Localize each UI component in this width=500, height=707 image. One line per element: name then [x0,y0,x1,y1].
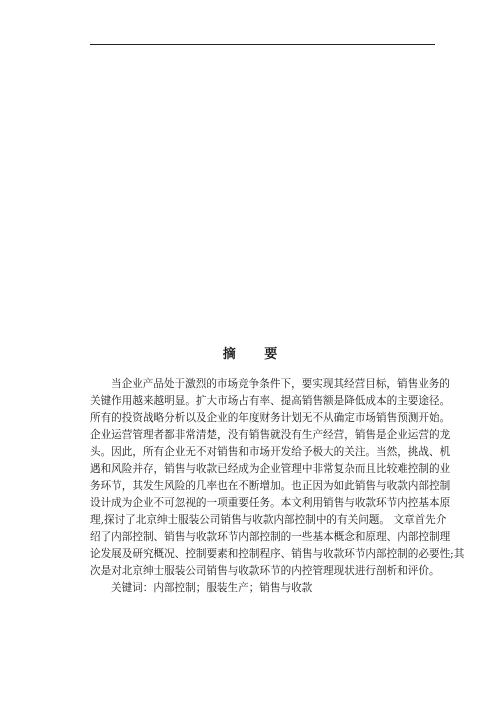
abstract-body [90,376,465,580]
header-rule [90,44,435,45]
abstract-line: 当企业产品处于激烈的市场竞争条件下，要实现其经营目标，销售业务的 [111,378,450,390]
abstract-line: 关键作用越来越明显。扩大市场占有率、提高销售额是降低成本的主要途径。 [90,395,451,407]
abstract-line: 所有的投资战略分析以及企业的年度财务计划无不从确定市场销售预测开始。 [90,412,451,424]
abstract-line: 理,探讨了北京绅士服装公司销售与收款内部控制中的有关问题。 文章首先介 [90,514,447,526]
abstract-line: 次是对北京绅士服装公司销售与收款环节的内控管理现状进行剖析和评价。 [90,565,440,577]
keywords-line: 关键词：内部控制；服装生产；销售与收款 [111,582,313,594]
abstract-line: 头。因此，所有企业无不对销售和市场开发给予极大的关注。当然，挑战、机 [90,446,451,458]
abstract-line: 设计成为企业不可忽视的一项重要任务。本文利用销售与收款环节内控基本原 [90,497,451,509]
abstract-title: 摘 要 [222,347,290,362]
abstract-line: 务环节，其发生风险的几率也在不断增加。也正因为如此销售与收款内部控制 [90,480,451,492]
abstract-line: 论发展及研究概况、控制要素和控制程序、销售与收款环节内部控制的必要性;其 [90,548,465,560]
abstract-line: 遇和风险并存，销售与收款已经成为企业管理中非常复杂而且比较难控制的业 [90,463,451,475]
abstract-line: 绍了内部控制、销售与收款环节内部控制的一些基本概念和原理、内部控制理 [90,531,451,543]
abstract-line: 企业运营管理者都非常清楚，没有销售就没有生产经营，销售是企业运营的龙 [90,429,451,441]
